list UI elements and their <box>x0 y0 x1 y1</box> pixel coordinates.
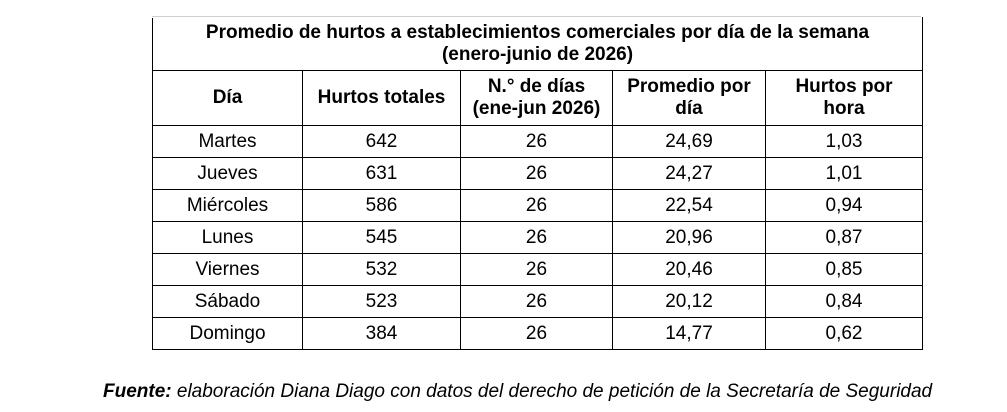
cell-hurtos-totales: 532 <box>303 254 461 286</box>
data-table <box>152 17 923 350</box>
cell-hurtos-totales: 586 <box>303 190 461 222</box>
cell-promedio-dia: 24,69 <box>613 126 766 158</box>
cell-hurtos-totales: 642 <box>303 126 461 158</box>
cell-numero-dias: 26 <box>461 126 613 158</box>
header-promedio-dia <box>613 71 766 126</box>
header-row <box>153 71 923 126</box>
header-promedio-dia-line-1: Promedio por <box>627 76 751 97</box>
cell-hurtos-totales: 631 <box>303 158 461 190</box>
header-hurtos-hora <box>766 71 923 126</box>
cell-dia: Martes <box>153 126 303 158</box>
table-row <box>153 286 923 318</box>
cell-promedio-dia: 22,54 <box>613 190 766 222</box>
table-row <box>153 254 923 286</box>
cell-numero-dias: 26 <box>461 222 613 254</box>
cell-dia: Viernes <box>153 254 303 286</box>
cell-numero-dias: 26 <box>461 286 613 318</box>
header-dia <box>153 71 303 126</box>
cell-numero-dias: 26 <box>461 158 613 190</box>
source-text: elaboración Diana Diago con datos del derecho de petición de la Secretaría de Seguridad <box>171 381 933 402</box>
header-hurtos-hora-line-1: Hurtos por <box>795 76 893 97</box>
title-row <box>153 18 923 71</box>
cell-hurtos-hora: 0,85 <box>766 254 923 286</box>
header-hurtos-totales <box>303 71 461 126</box>
table-row <box>153 222 923 254</box>
cell-numero-dias: 26 <box>461 190 613 222</box>
cell-hurtos-hora: 0,87 <box>766 222 923 254</box>
cell-promedio-dia: 20,46 <box>613 254 766 286</box>
header-numero-dias-line-2: (ene-jun 2026) <box>472 98 601 119</box>
table-row <box>153 158 923 190</box>
header-numero-dias <box>461 71 613 126</box>
cell-dia: Miércoles <box>153 190 303 222</box>
header-hurtos-totales-label: Hurtos totales <box>317 87 446 108</box>
table-row <box>153 126 923 158</box>
table-row <box>153 318 923 350</box>
cell-numero-dias: 26 <box>461 254 613 286</box>
cell-hurtos-hora: 0,84 <box>766 286 923 318</box>
header-hurtos-hora-line-2: hora <box>823 98 865 119</box>
cell-promedio-dia: 20,96 <box>613 222 766 254</box>
cell-dia: Sábado <box>153 286 303 318</box>
table-title-line-2: (enero-junio de 2026) <box>441 44 634 65</box>
cell-dia: Lunes <box>153 222 303 254</box>
cell-hurtos-hora: 0,62 <box>766 318 923 350</box>
cell-hurtos-hora: 0,94 <box>766 190 923 222</box>
cell-dia: Domingo <box>153 318 303 350</box>
table-title <box>153 18 923 71</box>
table-row <box>153 190 923 222</box>
source-note <box>103 381 983 403</box>
header-numero-dias-line-1: N.° de días <box>487 76 586 97</box>
cell-promedio-dia: 20,12 <box>613 286 766 318</box>
cell-hurtos-hora: 1,03 <box>766 126 923 158</box>
cell-hurtos-hora: 1,01 <box>766 158 923 190</box>
header-dia-label: Día <box>212 87 243 108</box>
cell-hurtos-totales: 523 <box>303 286 461 318</box>
cell-hurtos-totales: 384 <box>303 318 461 350</box>
cell-dia: Jueves <box>153 158 303 190</box>
cell-promedio-dia: 14,77 <box>613 318 766 350</box>
header-promedio-dia-line-2: día <box>675 98 703 119</box>
source-label: Fuente: <box>103 381 172 402</box>
cell-numero-dias: 26 <box>461 318 613 350</box>
table-title-line-1: Promedio de hurtos a establecimientos comerciales por día de la semana <box>205 22 870 43</box>
cell-promedio-dia: 24,27 <box>613 158 766 190</box>
cell-hurtos-totales: 545 <box>303 222 461 254</box>
